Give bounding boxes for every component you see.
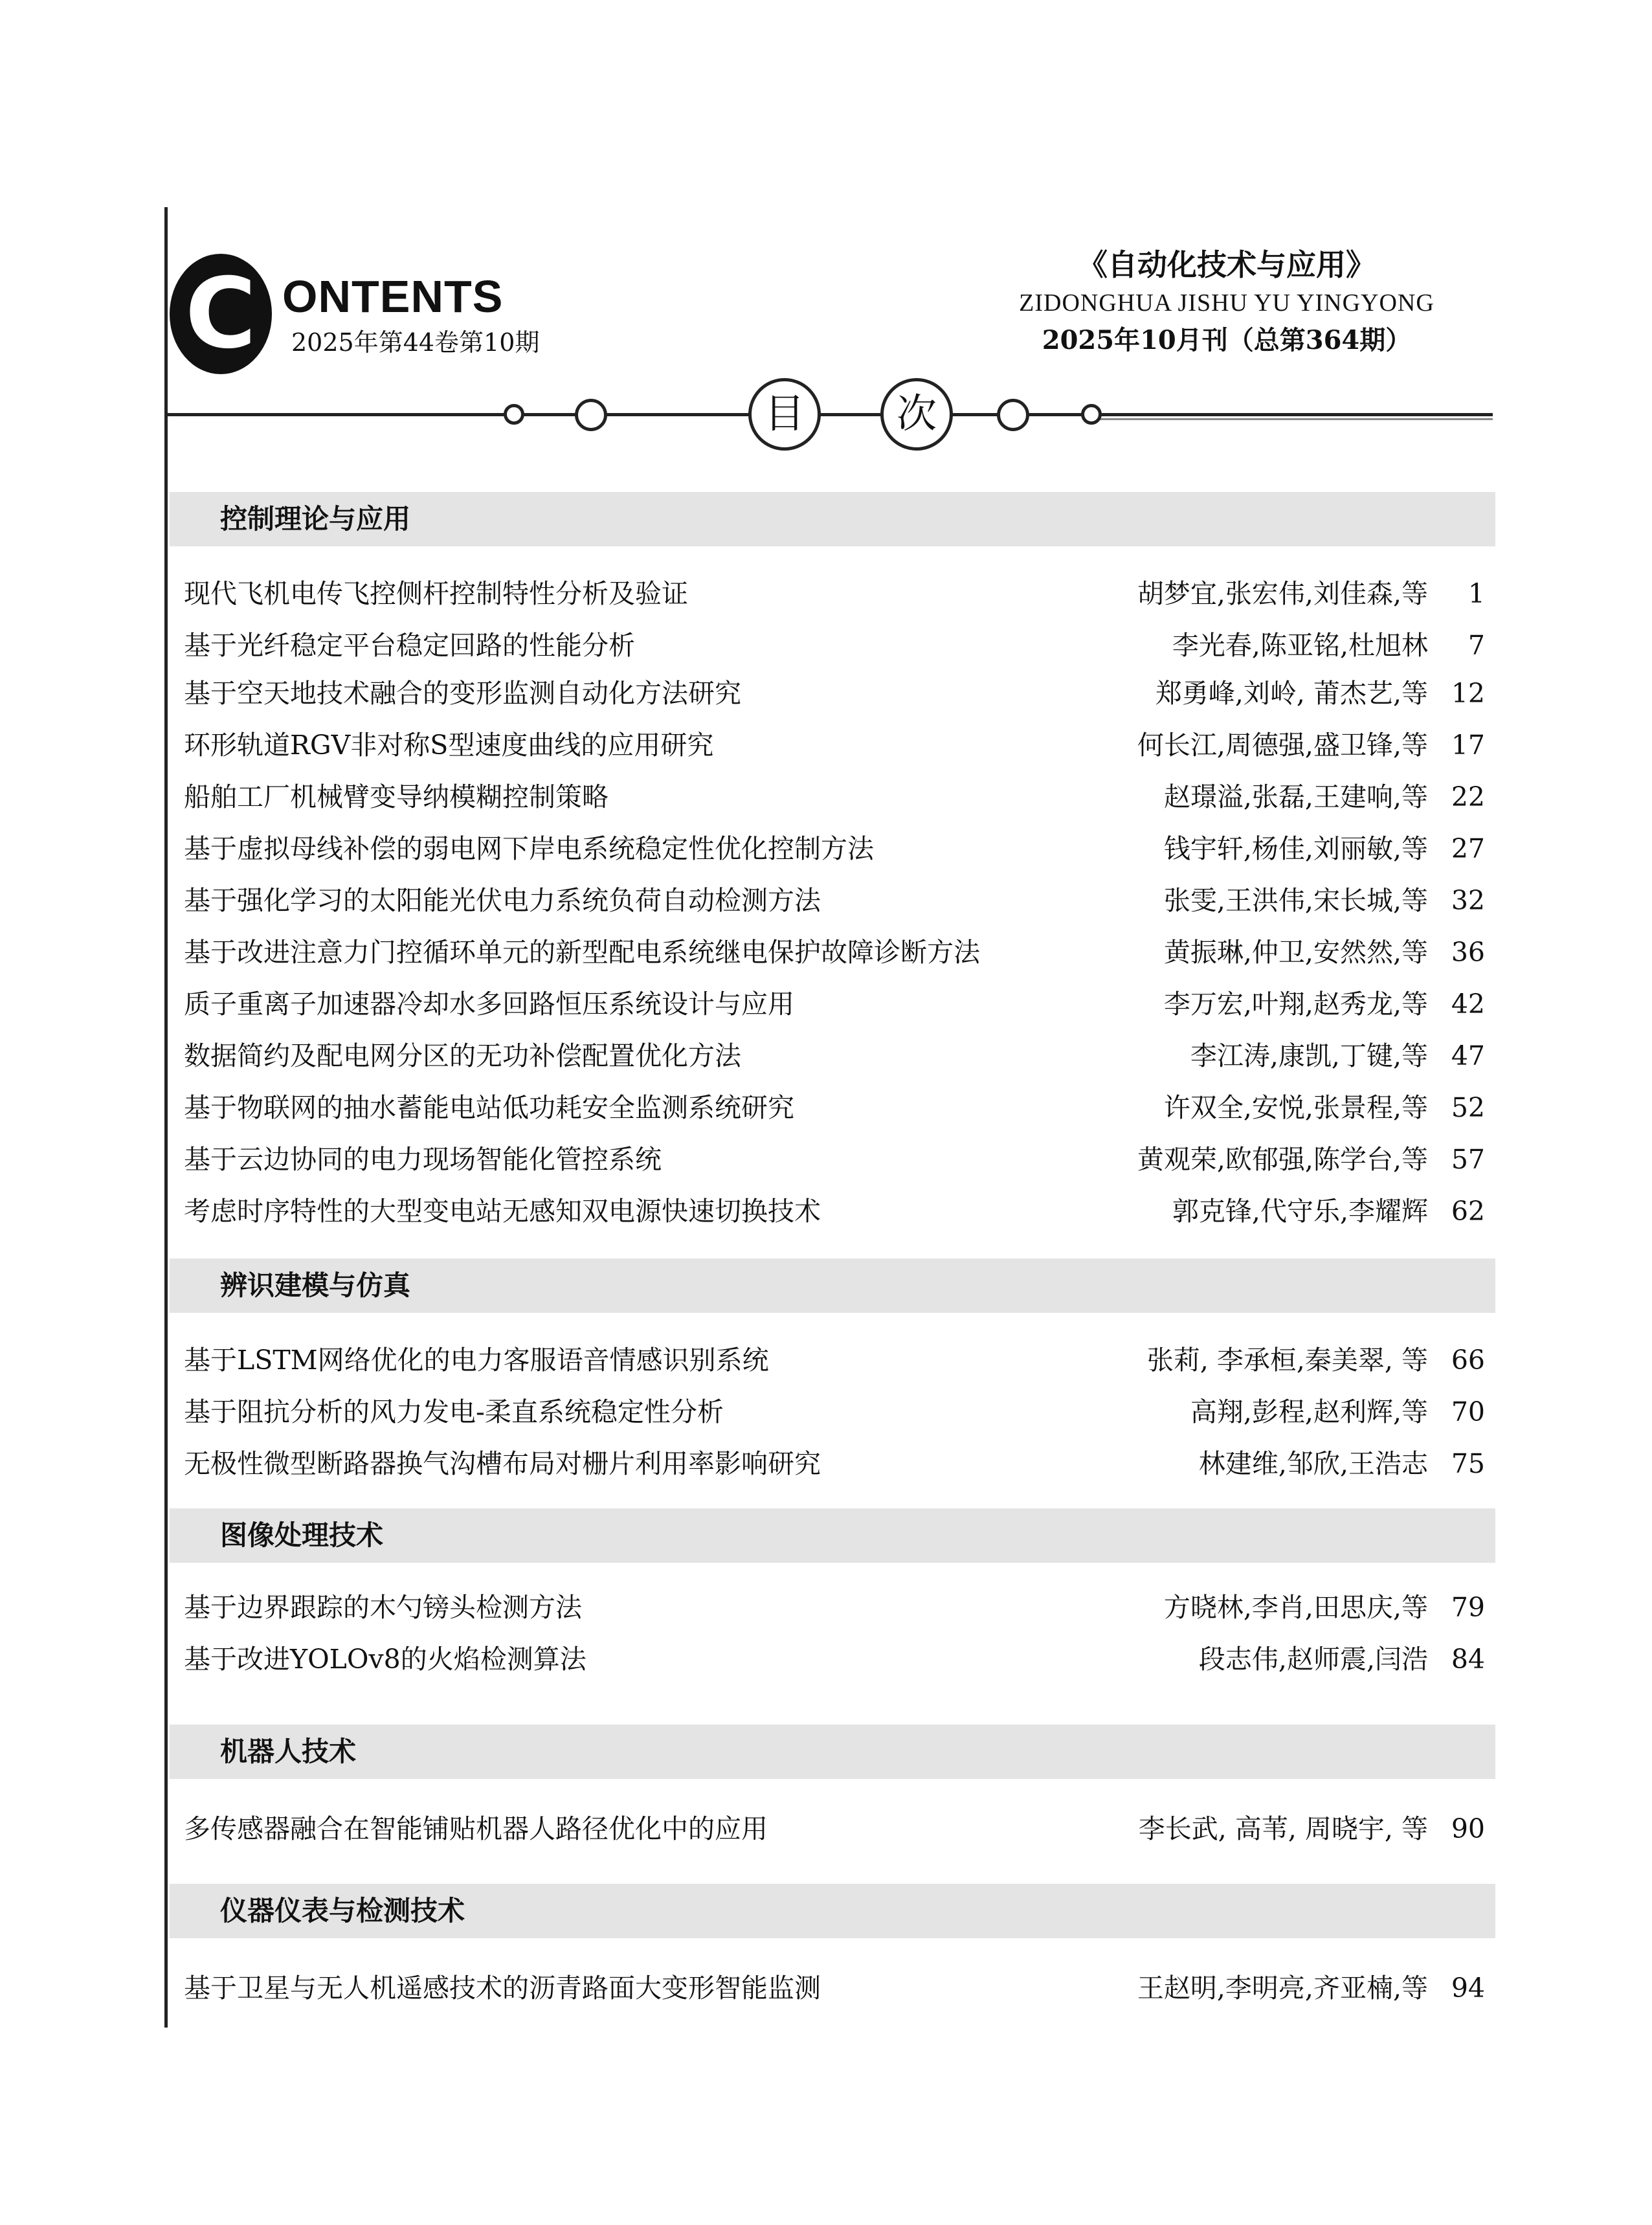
section-title: 机器人技术 — [220, 1736, 357, 1767]
entry-authors: 方晓林,李肖,田思庆,等 — [1163, 1592, 1428, 1623]
entry-page: 75 — [1451, 1448, 1485, 1479]
section-title: 控制理论与应用 — [220, 503, 411, 535]
entry-title: 基于改进YOLOv8的火焰检测算法 — [184, 1644, 586, 1675]
entry-page: 42 — [1451, 989, 1485, 1020]
entry-page: 36 — [1451, 937, 1485, 968]
entry-authors: 高翔,彭程,赵利辉,等 — [1190, 1396, 1428, 1427]
section-title: 图像处理技术 — [220, 1519, 384, 1551]
entry-page: 84 — [1451, 1644, 1485, 1675]
entry-page: 66 — [1451, 1345, 1485, 1376]
journal-info — [971, 245, 1482, 360]
entry-title: 基于虚拟母线补偿的弱电网下岸电系统稳定性优化控制方法 — [184, 833, 874, 864]
toc-entry[interactable] — [184, 930, 1485, 975]
entry-title: 基于边界跟踪的木勺镑头检测方法 — [184, 1592, 582, 1623]
entry-authors: 李万宏,叶翔,赵秀龙,等 — [1163, 989, 1428, 1020]
entry-authors: 赵璟溢,张磊,王建响,等 — [1163, 781, 1428, 812]
entry-title: 基于强化学习的太阳能光伏电力系统负荷自动检测方法 — [184, 885, 821, 916]
entry-authors: 黄观荣,欧郁强,陈学台,等 — [1137, 1144, 1428, 1175]
entry-authors: 李江涛,康凯,丁键,等 — [1190, 1040, 1428, 1071]
entry-authors: 王赵明,李明亮,齐亚楠,等 — [1137, 1973, 1428, 2004]
ornament-ring-small-right — [1081, 404, 1102, 425]
entry-title: 基于空天地技术融合的变形监测自动化方法研究 — [184, 678, 741, 709]
ornament-char-mu: 目 — [748, 378, 821, 451]
entry-title: 多传感器融合在智能铺贴机器人路径优化中的应用 — [184, 1813, 768, 1844]
entry-page: 22 — [1451, 781, 1485, 812]
entry-page: 1 — [1468, 578, 1485, 609]
entry-title: 数据简约及配电网分区的无功补偿配置优化方法 — [184, 1040, 741, 1071]
toc-entry[interactable] — [184, 1137, 1485, 1182]
ornament-rule — [166, 413, 1493, 416]
toc-entry[interactable] — [184, 1189, 1485, 1234]
entry-title: 基于物联网的抽水蓄能电站低功耗安全监测系统研究 — [184, 1092, 794, 1123]
entry-page: 17 — [1451, 730, 1485, 761]
section-header-image-processing — [170, 1508, 1495, 1563]
entry-title: 考虑时序特性的大型变电站无感知双电源快速切换技术 — [184, 1196, 821, 1227]
section-header-modeling-simulation — [170, 1258, 1495, 1313]
toc-entry[interactable] — [184, 1085, 1485, 1130]
toc-entry[interactable] — [184, 1441, 1485, 1486]
entry-title: 基于阻抗分析的风力发电-柔直系统稳定性分析 — [184, 1396, 724, 1427]
entry-page: 79 — [1451, 1592, 1485, 1623]
toc-entry[interactable] — [184, 1389, 1485, 1435]
ornament-rule-right-thin — [1088, 418, 1493, 420]
entry-title: 环形轨道RGV非对称S型速度曲线的应用研究 — [184, 730, 714, 761]
toc-entry[interactable] — [184, 1585, 1485, 1630]
contents-heading: ONTENTS — [282, 271, 504, 322]
entry-page: 27 — [1451, 833, 1485, 864]
ornament-ring-left — [575, 399, 607, 431]
entry-page: 7 — [1468, 630, 1485, 661]
toc-entry[interactable] — [184, 981, 1485, 1027]
entry-authors: 林建维,邹欣,王浩志 — [1198, 1448, 1428, 1479]
entry-page: 47 — [1451, 1040, 1485, 1071]
journal-pinyin: ZIDONGHUA JISHU YU YINGYONG — [1019, 289, 1434, 317]
entry-title: 船舶工厂机械臂变导纳模糊控制策略 — [184, 781, 608, 812]
toc-entry[interactable] — [184, 1806, 1485, 1851]
toc-entry[interactable] — [184, 774, 1485, 820]
section-title: 仪器仪表与检测技术 — [220, 1895, 465, 1927]
entry-page: 94 — [1451, 1973, 1485, 2004]
entry-authors: 郭克锋,代守乐,李耀辉 — [1172, 1196, 1428, 1227]
journal-title: 《自动化技术与应用》 — [1078, 247, 1376, 282]
entry-page: 32 — [1451, 885, 1485, 916]
toc-entry[interactable] — [184, 1637, 1485, 1682]
entry-page: 62 — [1451, 1196, 1485, 1227]
entry-title: 基于LSTM网络优化的电力客服语音情感识别系统 — [184, 1345, 769, 1376]
entry-authors: 郑勇峰,刘岭, 莆杰艺,等 — [1155, 678, 1428, 709]
entry-authors: 李光春,陈亚铭,杜旭林 — [1172, 630, 1428, 661]
entry-page: 52 — [1451, 1092, 1485, 1123]
section-header-control-theory — [170, 492, 1495, 546]
entry-title: 基于改进注意力门控循环单元的新型配电系统继电保护故障诊断方法 — [184, 937, 980, 968]
section-header-instrumentation — [170, 1884, 1495, 1938]
entry-authors: 胡梦宜,张宏伟,刘佳森,等 — [1137, 578, 1428, 609]
entry-authors: 许双全,安悦,张景程,等 — [1163, 1092, 1428, 1123]
entry-page: 70 — [1451, 1396, 1485, 1427]
entry-authors: 黄振琳,仲卫,安然然,等 — [1163, 937, 1428, 968]
issue-line: 2025年第44卷第10期 — [291, 328, 540, 357]
toc-entry[interactable] — [184, 1033, 1485, 1079]
entry-authors: 张莉, 李承桓,秦美翠, 等 — [1146, 1345, 1428, 1376]
ornament-ring-small-left — [504, 404, 524, 425]
section-header-robotics — [170, 1725, 1495, 1779]
entry-page: 57 — [1451, 1144, 1485, 1175]
section-title: 辨识建模与仿真 — [220, 1269, 411, 1301]
entry-authors: 钱宇轩,杨佳,刘丽敏,等 — [1163, 833, 1428, 864]
contents-logo-c: C — [170, 254, 272, 374]
entry-authors: 何长江,周德强,盛卫锋,等 — [1137, 730, 1428, 761]
toc-entry[interactable] — [184, 1965, 1485, 2011]
left-margin-rule — [164, 207, 168, 2028]
entry-title: 无极性微型断路器换气沟槽布局对栅片利用率影响研究 — [184, 1448, 821, 1479]
ornament-ring-right — [997, 399, 1029, 431]
entry-title: 基于光纤稳定平台稳定回路的性能分析 — [184, 630, 635, 661]
ornament-char-ci: 次 — [880, 378, 953, 451]
entry-page: 12 — [1451, 678, 1485, 709]
toc-entry[interactable] — [184, 1337, 1485, 1383]
toc-entry[interactable] — [184, 826, 1485, 871]
entry-authors: 李长武, 高苇, 周晓宇, 等 — [1138, 1813, 1428, 1844]
entry-page: 90 — [1451, 1813, 1485, 1844]
entry-title: 基于卫星与无人机遥感技术的沥青路面大变形智能监测 — [184, 1973, 821, 2004]
entry-title: 质子重离子加速器冷却水多回路恒压系统设计与应用 — [184, 989, 794, 1020]
journal-date: 2025年10月刊（总第364期） — [1042, 325, 1412, 355]
entry-authors: 段志伟,赵师震,闫浩 — [1198, 1644, 1428, 1675]
entry-authors: 张雯,王洪伟,宋长城,等 — [1163, 885, 1428, 916]
toc-entry[interactable] — [184, 671, 1485, 716]
entry-title: 现代飞机电传飞控侧杆控制特性分析及验证 — [184, 578, 688, 609]
toc-entry[interactable] — [184, 623, 1485, 668]
toc-entry[interactable] — [184, 878, 1485, 923]
entry-title: 基于云边协同的电力现场智能化管控系统 — [184, 1144, 662, 1175]
toc-entry[interactable] — [184, 571, 1485, 616]
toc-entry[interactable] — [184, 722, 1485, 768]
